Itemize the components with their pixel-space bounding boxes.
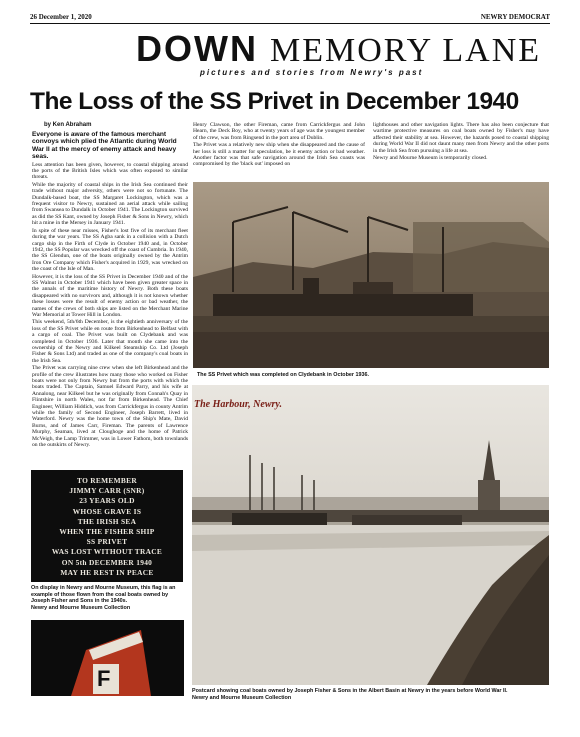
fisher-flag-photo	[31, 620, 184, 696]
plaque-line: WAS LOST WITHOUT TRACE	[51, 547, 163, 557]
ss-privet-photo	[193, 182, 549, 368]
article-column-2	[193, 122, 365, 180]
postcard-credit: Newry and Mourne Museum Collection	[192, 694, 292, 701]
masthead-title	[136, 30, 541, 70]
column-1-paragraph: However, it is the loss of the SS Privet in December 1940 and of the SS Walnut in October 1941 which have been given greater space in the annals of the maritime history of Newry. Both these boats disappeared with no survivors and, although it is not known whether these losses were the result of enemy action or bad weather, the names of the crews of both ships are listed on the Merchant Marine War Memorial at Tower Hill in London.	[32, 273, 188, 318]
masthead-subtitle: pictures and stories from Newry's past	[200, 68, 424, 77]
postcard-caption-text: Postcard showing coal boats owned by Joseph Fisher & Sons in the Albert Basin at Newry in the years before World War II.	[192, 688, 508, 694]
column-1-paragraph: While the majority of coastal ships in the Irish Sea continued their trade without major adversity, others were not so fortunate. The Dundalk-based boat, the SS Margaret Lockington, which was a frequent visitor to Newry, sustained an aerial attack while sailing from Swansea to Dundalk in October 1941. The Lockington survived as did the SS Kant, owned by Joseph Fisher & Sons in Newry, which hit a mine in the Mersey in January 1941.	[32, 181, 188, 227]
flag-letter: F	[97, 666, 111, 691]
harbour-postcard	[192, 385, 549, 685]
plaque-line: MAY HE REST IN PEACE	[60, 567, 154, 577]
plaque-line: JIMMY CARR (SNR)	[69, 486, 145, 496]
byline: by Ken Abraham	[44, 122, 92, 128]
page-date: 26 December 1, 2020	[30, 13, 92, 21]
plaque-line: WHOSE GRAVE IS	[72, 506, 142, 516]
plaque-line: WHEN THE FISHER SHIP	[59, 527, 155, 537]
header-rule	[30, 23, 550, 24]
plaque-caption-text: On display in Newry and Mourne Museum, this flag is an example of those flown from the coal boats owned by Joseph Fisher and Sons in the 1940s.	[31, 585, 176, 605]
plaque-line: THE IRISH SEA	[77, 516, 137, 526]
column-1-paragraph: This weekend, 5th/6th December, is the eightieth anniversary of the loss of the SS Privet while en route from Birkenhead to Belfast with a cargo of coal. The Privet was built on Clydebank and was completed in October 1936. Later that month she came into the ownership of the Newry and Kilkeel Steamship Co. Ltd (Joseph Fisher & Sons Ltd) and traded as one of the company's coal boats in the Irish Sea.	[32, 319, 188, 364]
article-column-3	[373, 122, 549, 180]
plaque-line: ON 5th DECEMBER 1940	[61, 557, 153, 567]
plaque-caption	[31, 585, 187, 611]
postcard-caption	[192, 688, 549, 701]
paper-name: NEWRY DEMOCRAT	[480, 13, 550, 21]
column-2-paragraph: Henry Clawson, the other Fireman, came from Carrickfergus and John Hearn, the Deck Boy, who at twenty years of age was the youngest member of the crew, was from Ringsend in the port area of Dublin.	[193, 122, 365, 141]
plaque-line: SS PRIVET	[86, 537, 128, 547]
column-3-paragraph: lighthouses and other navigation lights. There has also been conjecture that wartime protective measures on coal boats owned by Fisher's may have affected their stability at sea. However, the hazards posed to coastal shipping during World War II did not daunt many men from Newry and the other ports in the Irish Sea from pursuing a life at sea.	[373, 122, 549, 154]
article-column-1	[32, 122, 188, 467]
article-lead: Everyone is aware of the famous merchant convoys which plied the Atlantic during World War II at the mercy of enemy attack and heavy seas.	[32, 131, 177, 161]
masthead-title-part2: MEMORY LANE	[270, 32, 542, 69]
article-headline: The Loss of the SS Privet in December 1940	[30, 88, 519, 115]
plaque-credit: Newry and Mourne Museum Collection	[31, 604, 131, 611]
plaque-text	[31, 476, 183, 578]
column-2-paragraph: The Privet was a relatively new ship when she disappeared and the cause of her loss is still a matter for speculation, be it enemy action or bad weather. Another factor was that safe navigation around the Irish Sea coasts was compromised by the 'black out' imposed on	[193, 142, 365, 168]
column-1-body	[32, 162, 188, 462]
plaque-line: TO REMEMBER	[76, 476, 138, 485]
masthead-title-part1: DOWN	[136, 28, 258, 69]
postcard-title: The Harbour, Newry.	[194, 399, 282, 410]
column-1-paragraph: The Privet was carrying nine crew when she left Birkenhead and the profile of the crew illustrates how many those who worked on Fisher boats were not only from Newry but from the ports with which the boats traded. The Captain, Samuel Edward Parry, and his wife at Annalong, near Kilkeel but he was originally from Connah's Quay in Flintshire in north Wales, not far from Birkenhead. The Chief Engineer, William Hiddich, was from Carrickfergus in county Antrim while the family of Second Engineer, Joseph Barrett, lived in Waterford. Newry was the home town of the Ship's Mate, David Burns, and of James Carr, Fireman. The parents of Lawrence Murphy, Seaman, lived at Cloughoge and the home of Patrick McVeigh, the Lamp Trimmer, was in Lower Fathom, both townlands on the outskirts of Newry.	[32, 365, 188, 449]
column-1-paragraph: In spite of these near misses, Fisher's lost five of its merchant fleet during the war years. The SS Agba sank in a collision with a Dutch cargo ship in the Firth of Clyde in October 1940 and, in October 1942, the SS Popular was wrecked off the coast of Cumbria. In 1940, the SS Glendun, one of the boats originally owned by the Antrim Iron Ore Company which Fisher's acquired in 1929, was wrecked on the coast of the Isle of Man.	[32, 227, 188, 273]
plaque-line: 23 YEARS OLD	[79, 496, 135, 506]
ship-photo-caption: The SS Privet which was completed on Clydebank in October 1936.	[197, 372, 369, 378]
column-3-paragraph: Newry and Mourne Museum is temporarily closed.	[373, 155, 488, 162]
memorial-plaque	[31, 470, 183, 582]
column-1-paragraph: Less attention has been given, however, to coastal shipping around the ports of the British Isles which was often exposed to similar threats.	[32, 161, 188, 181]
